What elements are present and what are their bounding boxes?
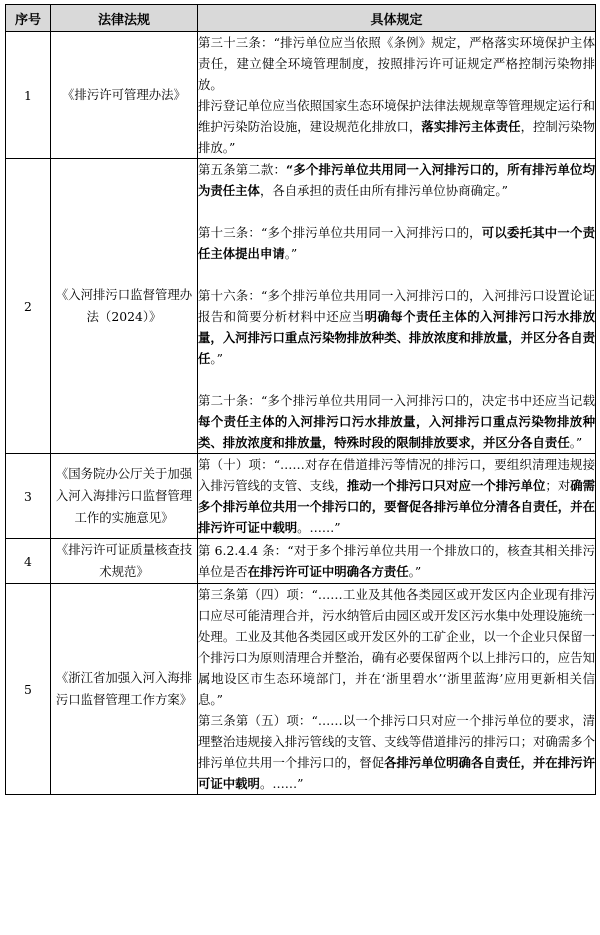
provision-paragraph	[198, 159, 595, 201]
row-number: 4	[6, 539, 51, 584]
text-segment: 第三条第（五）项：“……以一个排污口只对应一个排污单位的要求，清理整治违规接入排污管线的支管、支线等借道排污的排污口；对确需多个排污单位共用一个排污口的，督促	[198, 713, 595, 770]
text-segment: 。”	[569, 435, 583, 450]
provision-paragraph	[198, 95, 595, 158]
text-segment: 第三十三条：“排污单位应当依照《条例》规定，严格落实环境保护主体责任，建立健全环境管理制度，按照排污许可证规定严格控制污染物排放。	[198, 35, 595, 92]
row-number: 1	[6, 32, 51, 159]
header-row	[6, 5, 596, 32]
emphasized-text: 可以委托其中一个责任主体提出申请	[198, 225, 596, 261]
provision-paragraph	[198, 540, 595, 582]
table-row	[6, 584, 596, 795]
paragraph-gap	[198, 201, 595, 222]
provision-paragraph	[198, 390, 595, 453]
provision-text	[198, 584, 596, 795]
provision-paragraph	[198, 454, 595, 538]
law-name: 《排污许可证质量核查技术规范》	[51, 539, 198, 584]
text-segment: 第十六条：“多个排污单位共用同一入河排污口的，入河排污口设置论证报告和简要分析材料中还应当	[198, 288, 595, 324]
table-row	[6, 454, 596, 539]
provision-paragraph	[198, 285, 595, 369]
emphasized-text: 确需多个排污单位共用一个排污口的，要督促各排污单位分清各自责任，并在排污许可证中载明	[198, 478, 596, 535]
law-name: 《排污许可管理办法》	[51, 32, 198, 159]
text-segment: ，各自承担的责任由所有排污单位协商确定。”	[259, 183, 508, 198]
table-body	[6, 32, 596, 795]
paragraph-gap	[198, 369, 595, 390]
provision-text	[198, 159, 596, 454]
table-row	[6, 159, 596, 454]
provision-text	[198, 32, 596, 159]
header-law: 法律法规	[51, 5, 198, 32]
header-spec: 具体规定	[198, 5, 596, 32]
text-segment: 。……”	[259, 776, 304, 791]
text-segment: 第三条第（四）项：“……工业及其他各类园区或开发区内企业现有排污口应尽可能清理合并，污水纳管后由园区或开发区污水集中处理设施统一处理。工业及其他各类园区或开发区外的工矿企业，以一个企业只保留一个排污口为原则清理合并整治，确有必要保留两个以上排污口的，应告知属地设区市生态环境部门，并在‘浙里碧水’‘浙里蓝海’应用更新相关信息。”	[198, 587, 595, 707]
text-segment: 第二十条：“多个排污单位共用同一入河排污口的，决定书中还应当记载	[198, 393, 595, 408]
text-segment: 。”	[210, 351, 223, 366]
law-name: 《浙江省加强入河入海排污口监督管理工作方案》	[51, 584, 198, 795]
text-segment: 第（十）项：“……对存在借道排污等情况的排污口，要组织清理违规接入排污管线的支管、支线，	[198, 457, 595, 493]
provision-paragraph	[198, 32, 595, 95]
text-segment: 第五条第二款：	[198, 162, 287, 177]
text-segment: 。”	[284, 246, 298, 261]
provision-text	[198, 539, 596, 584]
text-segment: 。”	[408, 564, 422, 579]
table-row	[6, 539, 596, 584]
text-segment: 第十三条：“多个排污单位共用同一入河排污口的，	[198, 225, 482, 240]
emphasized-text: 明确每个责任主体的入河排污口污水排放量，入河排污口重点污染物排放种类、排放浓度和排放量，并区分各自责任	[198, 309, 596, 366]
law-name: 《入河排污口监督管理办法（2024）》	[51, 159, 198, 454]
emphasized-text: “多个排污单位共用同一入河排污口的，所有排污单位均为责任主体	[198, 162, 596, 198]
provision-paragraph	[198, 584, 595, 710]
text-segment: ；对	[545, 478, 571, 493]
emphasized-text: 每个责任主体的入河排污口污水排放量，入河排污口重点污染物排放种类、排放浓度和排放量，特殊时段的限制排放要求，并区分各自责任	[198, 414, 595, 450]
provision-paragraph	[198, 222, 595, 264]
paragraph-gap	[198, 264, 595, 285]
row-number: 2	[6, 159, 51, 454]
emphasized-text: 在排污许可证中明确各方责任	[247, 564, 409, 579]
text-segment: 第 6.2.4.4 条：“对于多个排污单位共用一个排放口的，核查其相关排污单位是否	[198, 543, 595, 579]
regulations-table	[5, 4, 596, 795]
text-segment: 。……”	[297, 520, 341, 535]
law-name: 《国务院办公厅关于加强入河入海排污口监督管理工作的实施意见》	[51, 454, 198, 539]
emphasized-text: 落实排污主体责任	[421, 119, 521, 134]
header-no: 序号	[6, 5, 51, 32]
text-segment: ，控制污染物排放。”	[198, 119, 596, 155]
emphasized-text: 各排污单位明确各自责任，并在排污许可证中载明	[198, 755, 596, 791]
row-number: 5	[6, 584, 51, 795]
table-row	[6, 32, 596, 159]
provision-text	[198, 454, 596, 539]
text-segment: 排污登记单位应当依照国家生态环境保护法律法规规章等管理规定运行和维护污染防治设施，建设规范化排放口，	[198, 98, 595, 134]
row-number: 3	[6, 454, 51, 539]
emphasized-text: 推动一个排污口只对应一个排污单位	[346, 478, 546, 493]
provision-paragraph	[198, 710, 595, 794]
